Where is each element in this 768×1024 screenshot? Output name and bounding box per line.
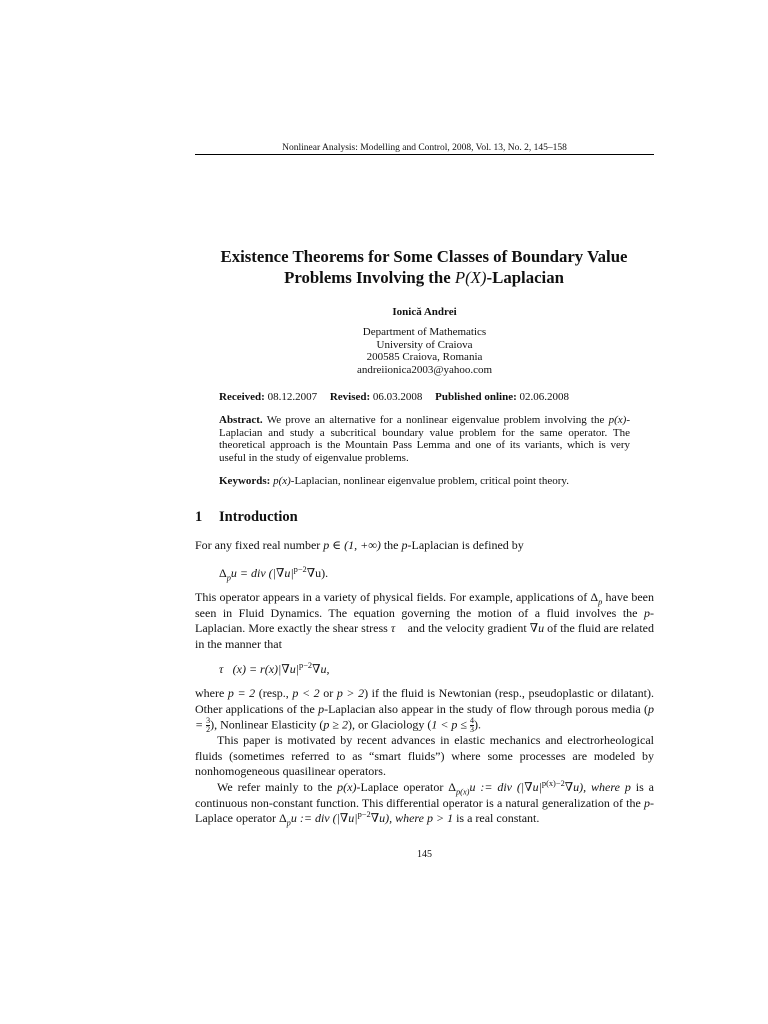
intro-paragraph-4: This paper is motivated by recent advances in elastic mechanics and electrorheological fluids (sometimes referred to as “smart fluids”) where some processes are modeled by nonhomogeneous quasilinear operators.: [195, 733, 654, 779]
header-rule: [195, 154, 654, 155]
title-line-2: Problems Involving the P(X)-Laplacian: [284, 268, 564, 287]
publication-dates: Received: 08.12.2007 Revised: 06.03.2008 Published online: 02.06.2008: [219, 391, 569, 403]
running-head: Nonlinear Analysis: Modelling and Control, 2008, Vol. 13, No. 2, 145–158: [282, 143, 567, 153]
paper-title: [160, 246, 688, 288]
author-email: andreiionica2003@yahoo.com: [356, 363, 493, 376]
intro-paragraph-2: This operator appears in a variety of physical fields. For example, applications of $\Delta_p$ have been seen in Fluid Dynamics. The equation governing the motion of a fluid involves the p-Laplacian. More exactly the shear stress τ⃗ and the velocity gradient ∇u of the fluid are related in the manner that: [195, 590, 655, 651]
author-affiliation: [195, 326, 654, 376]
title-line-1: Existence Theorems for Some Classes of Boundary Value: [220, 247, 628, 266]
affiliation-city: 200585 Craiova, Romania: [366, 351, 483, 363]
revised-date: 06.03.2008: [372, 391, 423, 403]
affiliation-department: Department of Mathematics: [362, 326, 487, 338]
intro-paragraph-3: where p = 2 (resp., p < 2 or p > 2) if the fluid is Newtonian (resp., pseudoplastic or dilatant). Other applications of the p-Laplacian also appear in the study of flow through porous media (p = $\frac{3}{2}$ ), Nonlinear Elasticity (p ≥ 2), or Glaciology (1 < p ≤ $\frac{4}{3}$ ).: [195, 686, 655, 735]
published-date: 02.06.2008: [519, 391, 569, 403]
keywords: Keywords: p(x)-Laplacian, nonlinear eigenvalue problem, critical point theory.: [219, 475, 569, 487]
affiliation-university: University of Craiova: [376, 338, 473, 351]
intro-paragraph-5: We refer mainly to the p(x)-Laplace operator $\Delta_{p(x)}u$ := div $(|\nabla u|^{p(x)-2}\nabla u)$, where p is a continuous non-constant function. This differential operator is a natural generalization of the p-Laplace operator $\Delta_pu$ := div $(|\nabla u|^{p-2}\nabla u)$, where p > 1 is a real constant.: [195, 779, 654, 828]
equation-shear-stress: τ⃗(x) = $r(x)|\nabla u|^{p-2}\nabla u$,: [219, 661, 330, 676]
title-math: P(X): [454, 268, 487, 287]
page-number: 145: [417, 849, 432, 860]
intro-paragraph-1: For any fixed real number p ∈ (1, +∞) the p-Laplacian is defined by: [195, 538, 524, 552]
abstract: Abstract. We prove an alternative for a nonlinear eigenvalue problem involving the p(x)-Laplacian and study a subcritical boundary value problem for the same operator. The theoretical approach is the Mountain Pass Lemma and one of its variants, which is very useful in the study of eigenvalue problems.: [219, 414, 630, 464]
author-name: Ionică Andrei: [392, 306, 457, 318]
received-date: 08.12.2007: [267, 391, 318, 403]
equation-p-laplacian: $\Delta_pu$ = div $(|\nabla u|^{p-2}\nabla u)$.: [219, 565, 329, 583]
section-heading: 1 Introduction: [195, 509, 298, 525]
